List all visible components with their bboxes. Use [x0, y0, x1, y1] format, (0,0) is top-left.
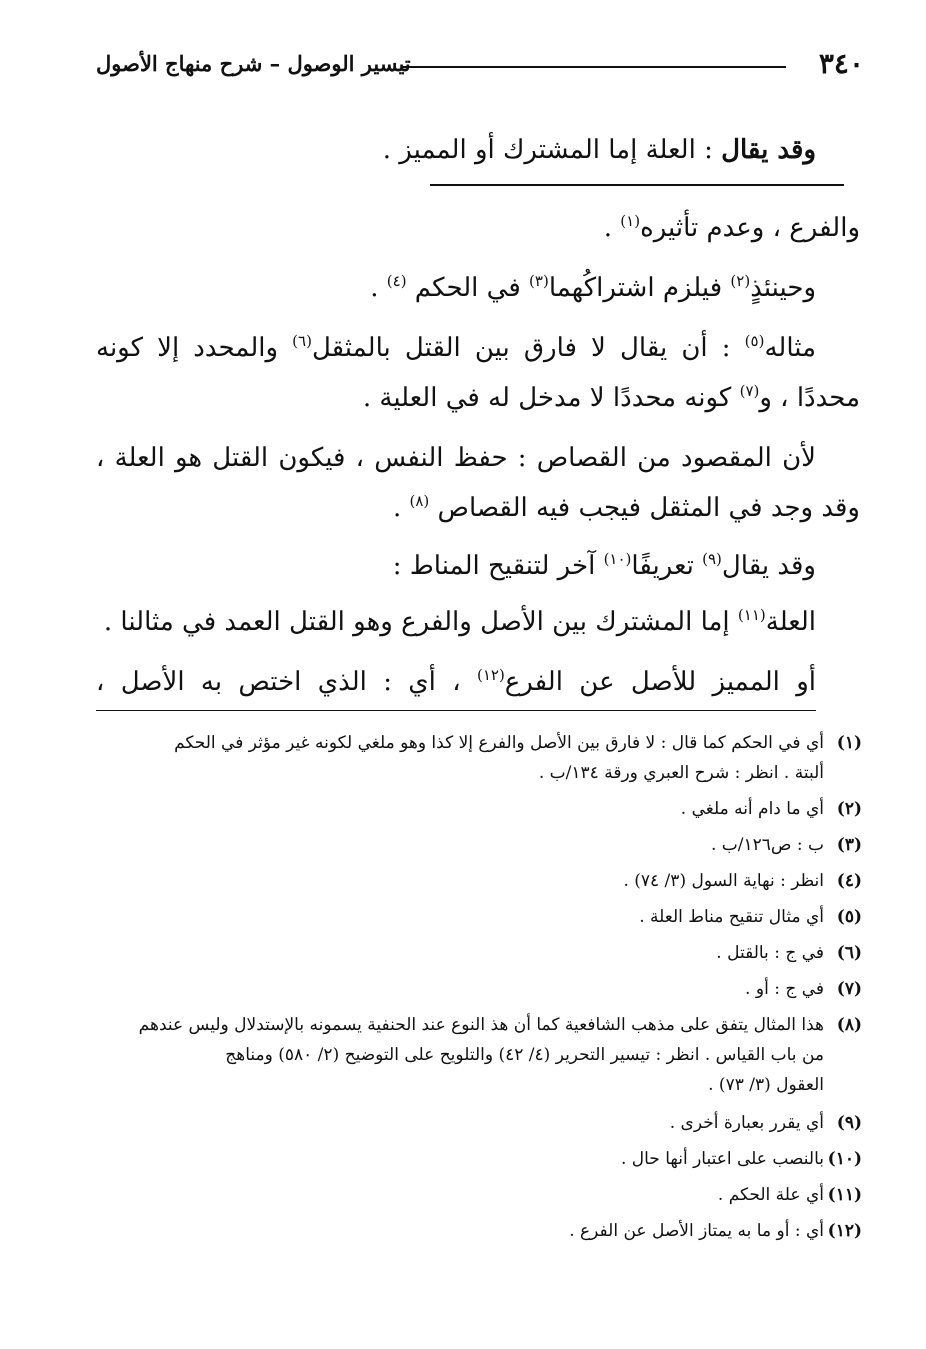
- body-text: وحينئذٍ: [750, 273, 816, 303]
- footnote-text: في ج : بالقتل .: [716, 943, 824, 963]
- section-rule: [430, 184, 844, 186]
- footnote-2: [681, 796, 862, 823]
- footnote-text: العقول (٣/ ٧٣) .: [708, 1075, 824, 1095]
- footnote-1: [96, 730, 862, 757]
- body-text: تعريفًا: [631, 551, 703, 581]
- footnote-10: [621, 1146, 862, 1173]
- footnote-ref[interactable]: (٣): [529, 272, 549, 290]
- footnote-text: أي مثال تنقيح مناط العلة .: [639, 907, 824, 927]
- footnote-ref[interactable]: (١١): [737, 606, 766, 624]
- footnote-8-continued: [96, 1042, 862, 1069]
- footnote-text: بالنصب على اعتبار أنها حال .: [620, 1149, 824, 1169]
- footnote-text: انظر : نهاية السول (٣/ ٧٤) .: [623, 871, 824, 891]
- footnote-ref[interactable]: (١٠): [603, 550, 632, 568]
- body-text: في الحكم: [406, 273, 530, 303]
- footnote-marker: (٩): [836, 1113, 862, 1133]
- body-text: وقد يقال: [721, 551, 816, 581]
- body-text: : أن يقال لا فارق بين القتل بالمثقل: [311, 333, 745, 363]
- footnote-marker: (١٠): [827, 1149, 862, 1169]
- body-text: أو المميز للأصل عن الفرع: [504, 667, 816, 697]
- footnote-ref[interactable]: (٨): [409, 492, 430, 510]
- footnote-4: [623, 868, 862, 895]
- footnote-marker: (٢): [836, 799, 862, 819]
- footnote-marker: (١٢): [827, 1221, 862, 1241]
- body-text: محددًا ، و: [759, 383, 860, 413]
- body-line-1: [383, 128, 816, 172]
- body-line-10: [96, 660, 816, 704]
- footnote-ref[interactable]: (١): [620, 212, 641, 230]
- page-number: ٣٤٠: [818, 47, 864, 80]
- footnote-6: [716, 940, 862, 967]
- footnote-marker: (٤): [836, 871, 862, 891]
- header-rule: [401, 66, 786, 68]
- footnote-marker: (٣): [836, 835, 862, 855]
- body-text: لأن المقصود من القصاص : حفظ النفس ، فيكون القتل هو العلة ،: [96, 443, 816, 473]
- footnote-marker: (٥): [836, 907, 862, 927]
- page-header: [96, 44, 864, 84]
- footnote-text: من باب القياس . انظر : تيسير التحرير (٤/ ٤٢) والتلويح على التوضيح (٢/ ٥٨٠) ومناهج: [225, 1045, 824, 1065]
- body-line-8: [393, 544, 816, 588]
- footnote-11: [718, 1182, 862, 1209]
- footnote-ref[interactable]: (٤): [386, 272, 407, 290]
- body-text: إما المشترك بين الأصل والفرع وهو القتل العمد في مثالنا .: [103, 607, 738, 637]
- footnote-marker: (١): [836, 733, 862, 753]
- footnote-separator: [96, 710, 816, 711]
- footnote-marker: (٦): [836, 943, 862, 963]
- body-text: والمحدد إلا كونه: [96, 333, 293, 363]
- heading-phrase: وقد يقال: [721, 135, 816, 165]
- footnote-1-continued: [539, 760, 862, 787]
- body-line-7: [393, 486, 860, 530]
- body-text: .: [603, 213, 621, 243]
- footnote-text: أي يقرر بعبارة أخرى .: [669, 1113, 824, 1133]
- body-text: .: [392, 493, 410, 523]
- footnote-marker: (٧): [836, 979, 862, 999]
- footnote-text: أي : أو ما به يمتاز الأصل عن الفرع .: [569, 1221, 824, 1241]
- body-text: .: [370, 273, 387, 303]
- footnote-12: [569, 1218, 862, 1245]
- footnote-text: ب : ص١٢٦/ب .: [710, 835, 824, 855]
- footnote-ref[interactable]: (٩): [702, 550, 722, 568]
- body-text: والفرع ، وعدم تأثيره: [640, 213, 860, 243]
- body-text: وقد وجد في المثقل فيجب فيه القصاص: [429, 493, 860, 523]
- footnote-text: أي في الحكم كما قال : لا فارق بين الأصل والفرع إلا كذا وهو ملغي لكونه غير مؤثر في الحكم: [174, 733, 824, 753]
- footnote-7: [745, 976, 862, 1003]
- body-line-6: [96, 436, 816, 480]
- footnote-ref[interactable]: (٢): [730, 272, 751, 290]
- body-line-9: [104, 600, 816, 644]
- footnote-ref[interactable]: (٥): [744, 332, 765, 350]
- body-line-2: [604, 206, 860, 250]
- footnote-5: [639, 904, 862, 931]
- footnote-marker: (٨): [836, 1015, 862, 1035]
- footnote-text: أي علة الحكم .: [717, 1185, 824, 1205]
- footnote-8-continued-2: [708, 1072, 862, 1099]
- footnote-8: [96, 1012, 862, 1039]
- footnote-text: أي ما دام أنه ملغي .: [680, 799, 824, 819]
- footnote-text: هذا المثال يتفق على مذهب الشافعية كما أن هذ النوع عند الحنفية يسمونه بالإستدلال وليس عندهم: [138, 1015, 824, 1035]
- body-line-3: [370, 266, 816, 310]
- footnote-text: في ج : أو .: [745, 979, 824, 999]
- body-text: ، أي : الذي اختص به الأصل ،: [96, 667, 477, 697]
- footnote-ref[interactable]: (١٢): [476, 666, 505, 684]
- footnote-3: [711, 832, 862, 859]
- running-title: تيسير الوصول – شرح منهاج الأصول: [96, 51, 411, 76]
- body-line-5: [363, 376, 860, 420]
- body-line-4: [96, 326, 816, 370]
- footnote-ref[interactable]: (٦): [292, 332, 312, 350]
- body-text: فيلزم اشتراكُهما: [548, 273, 731, 303]
- footnote-text: ألبتة . انظر : شرح العبري ورقة ١٣٤/ب .: [538, 763, 824, 783]
- footnote-9: [670, 1110, 862, 1137]
- body-text: العلة: [765, 607, 816, 637]
- body-text: كونه محددًا لا مدخل له في العلية .: [362, 383, 740, 413]
- body-text: : العلة إما المشترك أو المميز .: [382, 135, 722, 165]
- footnote-marker: (١١): [827, 1185, 862, 1205]
- body-text: مثاله: [764, 333, 817, 363]
- footnote-ref[interactable]: (٧): [739, 382, 760, 400]
- body-text: آخر لتنقيح المناط :: [392, 551, 604, 581]
